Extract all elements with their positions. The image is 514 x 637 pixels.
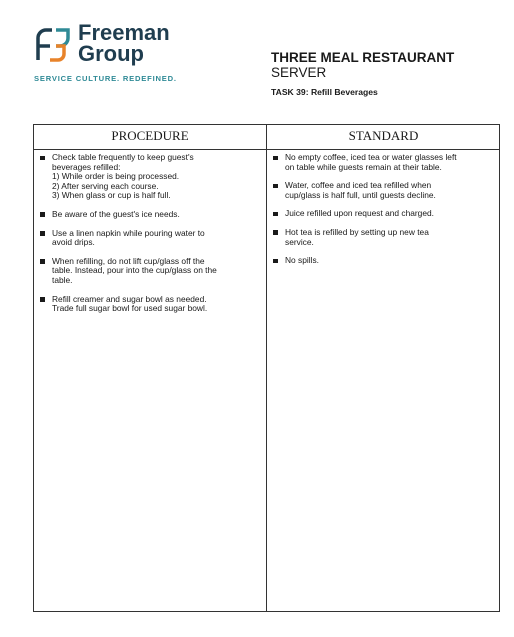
procedure-item-line: table. xyxy=(52,274,73,285)
standard-list xyxy=(272,153,496,275)
procedure-item-line: Trade full sugar bowl for used sugar bowl. xyxy=(52,303,208,314)
procedure-item-line: Check table frequently to keep guest's xyxy=(52,152,194,162)
standard-item-line: service. xyxy=(285,236,314,247)
bullet-icon xyxy=(273,184,278,189)
logo-name-line1: Freeman xyxy=(78,20,170,45)
bullet-icon xyxy=(40,259,45,264)
bullet-icon xyxy=(273,259,278,264)
standard-item-line: on table while guests remain at their table. xyxy=(285,161,442,172)
procedure-item-line: avoid drips. xyxy=(52,237,95,248)
document-header xyxy=(271,50,454,97)
procedure-item-line: Refill creamer and sugar bowl as needed. xyxy=(52,293,207,304)
standard-item xyxy=(272,228,496,247)
procedure-standard-table xyxy=(33,124,500,612)
procedure-item-line: table. Instead, pour into the cup/glass on the xyxy=(52,265,217,276)
standard-item-line: cup/glass is half full, until guests decline. xyxy=(285,189,436,200)
bullet-icon xyxy=(273,230,278,235)
standard-item xyxy=(272,153,496,172)
standard-item-line: Juice refilled upon request and charged. xyxy=(285,208,434,219)
bullet-icon xyxy=(40,212,45,217)
standard-item xyxy=(272,256,496,266)
bullet-icon xyxy=(40,231,45,236)
bullet-icon xyxy=(273,156,278,161)
logo-wordmark xyxy=(78,22,170,64)
procedure-item-line: 2) After serving each course. xyxy=(52,180,159,191)
bullet-icon xyxy=(273,212,278,217)
procedure-item-line: beverages refilled: xyxy=(52,161,121,172)
procedure-item-line: When refilling, do not lift cup/glass off the xyxy=(52,255,205,266)
bullet-icon xyxy=(40,156,45,161)
freeman-logo-icon xyxy=(34,26,72,62)
standard-item-line: Hot tea is refilled by setting up new tea xyxy=(285,226,429,237)
column-divider xyxy=(266,125,267,611)
procedure-heading: PROCEDURE xyxy=(111,128,189,143)
bullet-icon xyxy=(40,297,45,302)
standard-item-line: No spills. xyxy=(285,255,319,266)
procedure-item xyxy=(39,257,263,286)
logo-name-line2: Group xyxy=(78,41,144,66)
procedure-item-line: 3) When glass or cup is half full. xyxy=(52,190,171,201)
standard-item xyxy=(272,209,496,219)
procedure-item-line: 1) While order is being processed. xyxy=(52,171,180,182)
logo-tagline: SERVICE CULTURE. REDEFINED. xyxy=(34,74,177,83)
standard-item-line: Water, coffee and iced tea refilled when xyxy=(285,180,432,191)
standard-item-line: No empty coffee, iced tea or water glasses left xyxy=(285,152,457,162)
procedure-item xyxy=(39,295,263,314)
standard-item xyxy=(272,181,496,200)
restaurant-title: THREE MEAL RESTAURANT xyxy=(271,50,455,65)
procedure-item-line: Be aware of the guest's ice needs. xyxy=(52,208,180,219)
procedure-item xyxy=(39,210,263,220)
task-label: TASK 39: Refill Beverages xyxy=(271,87,378,97)
procedure-list xyxy=(39,153,263,323)
procedure-item xyxy=(39,153,263,201)
freeman-group-logo xyxy=(34,22,184,86)
role-subtitle: SERVER xyxy=(271,65,327,80)
procedure-item-line: Use a linen napkin while pouring water to xyxy=(52,227,205,238)
procedure-item xyxy=(39,229,263,248)
standard-heading: STANDARD xyxy=(348,128,419,143)
